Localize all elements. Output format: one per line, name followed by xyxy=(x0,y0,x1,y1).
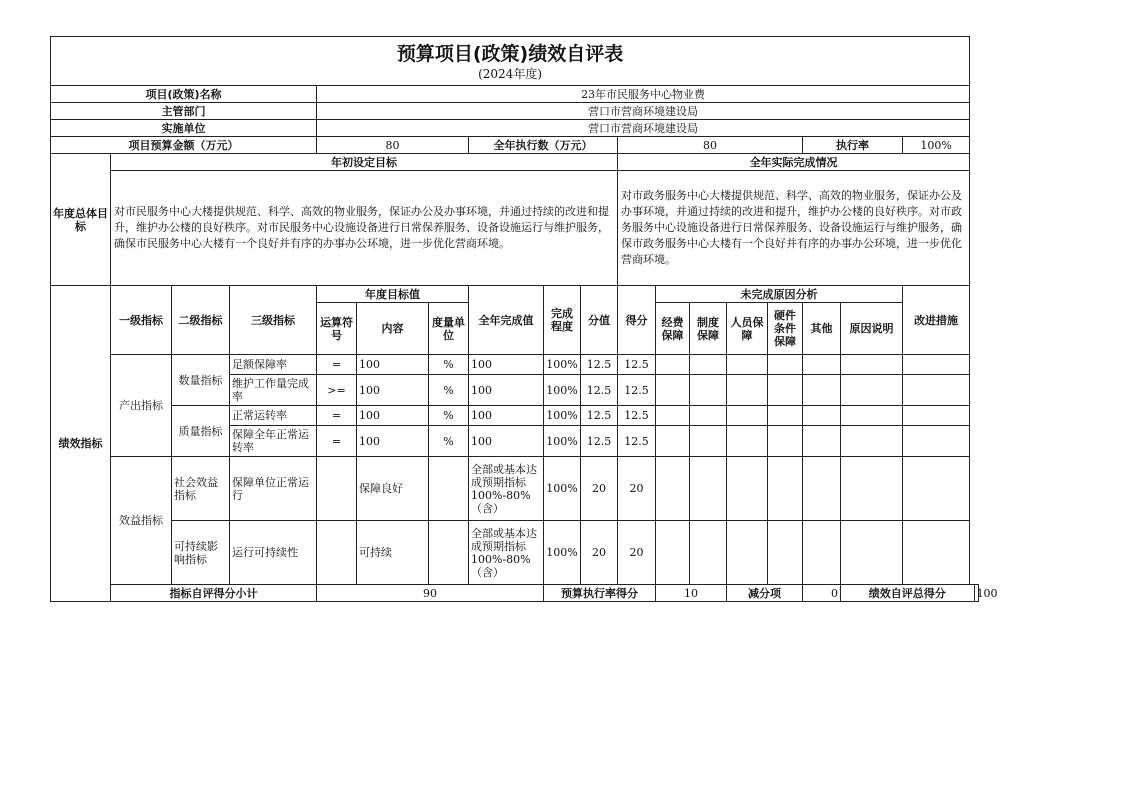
cell-score: 12.5 xyxy=(618,426,656,457)
cell-reason-funding xyxy=(656,457,690,521)
goals-text-row xyxy=(51,171,979,286)
cell-score-value: 12.5 xyxy=(581,426,618,457)
cell-unit xyxy=(429,457,469,521)
cell-improve xyxy=(903,521,970,585)
goals-actual-header: 全年实际完成情况 xyxy=(618,154,970,171)
hdr-improve: 改进措施 xyxy=(903,286,970,355)
cell-unit xyxy=(429,521,469,585)
exec-value: 80 xyxy=(618,137,803,154)
table-row xyxy=(51,355,979,375)
cell-reason-system xyxy=(690,426,727,457)
cell-operator: = xyxy=(317,406,357,426)
goals-header-row xyxy=(51,154,979,171)
rate-value: 100% xyxy=(903,137,970,154)
cell-unit: % xyxy=(429,406,469,426)
cell-reason-explain xyxy=(841,355,903,375)
cell-reason-staff xyxy=(727,521,768,585)
cell-reason-staff xyxy=(727,426,768,457)
footer-row xyxy=(51,585,979,602)
cell-content: 保障良好 xyxy=(357,457,429,521)
cell-reason-explain xyxy=(841,406,903,426)
deduct-label: 减分项 xyxy=(727,585,803,602)
cell-unit: % xyxy=(429,375,469,406)
subtotal-value: 90 xyxy=(317,585,544,602)
cell-content: 100 xyxy=(357,375,429,406)
table-row xyxy=(51,457,979,521)
cell-reason-other xyxy=(803,355,841,375)
table-row xyxy=(51,406,979,426)
cell-reason-other xyxy=(803,375,841,406)
cell-completion: 100% xyxy=(544,355,581,375)
hdr-reason-system: 制度保障 xyxy=(690,303,727,355)
hdr-actual: 全年完成值 xyxy=(469,286,544,355)
cell-level3: 正常运转率 xyxy=(230,406,317,426)
hdr-reason-explain: 原因说明 xyxy=(841,303,903,355)
cell-reason-system xyxy=(690,375,727,406)
cell-score: 12.5 xyxy=(618,375,656,406)
cell-operator: = xyxy=(317,426,357,457)
title-cell xyxy=(51,37,970,86)
cell-score-value: 20 xyxy=(581,521,618,585)
page-title: 预算项目(政策)绩效自评表 xyxy=(396,43,624,65)
cell-unit: % xyxy=(429,355,469,375)
cell-level3: 运行可持续性 xyxy=(230,521,317,585)
cell-reason-explain xyxy=(841,426,903,457)
cell-reason-funding xyxy=(656,375,690,406)
dept-row xyxy=(51,103,979,120)
exec-label: 全年执行数（万元） xyxy=(469,137,618,154)
cell-reason-funding xyxy=(656,521,690,585)
goals-section-label: 年度总体目标 xyxy=(51,154,111,286)
cell-reason-staff xyxy=(727,355,768,375)
cell-improve xyxy=(903,406,970,426)
cell-reason-other xyxy=(803,426,841,457)
hdr-unit: 度量单位 xyxy=(429,303,469,355)
table-row xyxy=(51,521,979,585)
hdr-content: 内容 xyxy=(357,303,429,355)
cell-actual: 全部或基本达成预期指标100%-80%（含） xyxy=(469,457,544,521)
cell-score: 12.5 xyxy=(618,355,656,375)
cell-reason-funding xyxy=(656,426,690,457)
cell-level3: 保障单位正常运行 xyxy=(230,457,317,521)
budget-label: 项目预算金额（万元） xyxy=(51,137,317,154)
cell-score: 20 xyxy=(618,521,656,585)
cell-reason-system xyxy=(690,355,727,375)
cell-improve xyxy=(903,375,970,406)
cell-operator: >= xyxy=(317,375,357,406)
hdr-level2: 二级指标 xyxy=(172,286,230,355)
dept-value: 营口市营商环境建设局 xyxy=(317,103,970,120)
cell-reason-explain xyxy=(841,375,903,406)
hdr-reason-analysis: 未完成原因分析 xyxy=(656,286,903,303)
cell-level3: 足额保障率 xyxy=(230,355,317,375)
cell-reason-funding xyxy=(656,406,690,426)
exec-score-label: 预算执行率得分 xyxy=(544,585,656,602)
goals-initial-text: 对市民服务中心大楼提供规范、科学、高效的物业服务，保证办公及办事环境，并通过持续的改进和提升，维护办公楼的良好秩序。对市民服务中心设施设备进行日常保养服务、设备设施运行与维护服务，确保市民服务中心大楼有一个良好并有序的办事办公环境，进一步优化营商环境。 xyxy=(111,171,618,286)
cell-reason-staff xyxy=(727,375,768,406)
cell-content: 可持续 xyxy=(357,521,429,585)
group-sustain: 可持续影响指标 xyxy=(172,521,230,585)
cell-level3: 维护工作量完成率 xyxy=(230,375,317,406)
unit-label: 实施单位 xyxy=(51,120,317,137)
cell-improve xyxy=(903,355,970,375)
perf-section-label: 绩效指标 xyxy=(51,286,111,602)
cell-reason-other xyxy=(803,521,841,585)
group-output: 产出指标 xyxy=(111,355,172,457)
cell-unit: % xyxy=(429,426,469,457)
cell-operator xyxy=(317,521,357,585)
exec-score-value: 10 xyxy=(656,585,727,602)
hdr-level1: 一级指标 xyxy=(111,286,172,355)
total-value: 100 xyxy=(974,585,978,602)
cell-improve xyxy=(903,457,970,521)
cell-content: 100 xyxy=(357,426,429,457)
cell-content: 100 xyxy=(357,406,429,426)
cell-reason-system xyxy=(690,521,727,585)
hdr-reason-other: 其他 xyxy=(803,303,841,355)
cell-reason-explain xyxy=(841,457,903,521)
cell-reason-system xyxy=(690,457,727,521)
cell-actual: 100 xyxy=(469,375,544,406)
cell-score: 12.5 xyxy=(618,406,656,426)
unit-row xyxy=(51,120,979,137)
total-label: 绩效自评总得分 xyxy=(841,585,975,602)
cell-level3: 保障全年正常运转率 xyxy=(230,426,317,457)
cell-reason-hardware xyxy=(768,521,803,585)
page-subtitle: (2024年度) xyxy=(478,67,543,81)
evaluation-sheet xyxy=(50,36,998,602)
cell-completion: 100% xyxy=(544,457,581,521)
unit-value: 营口市营商环境建设局 xyxy=(317,120,970,137)
cell-reason-other xyxy=(803,457,841,521)
goals-initial-header: 年初设定目标 xyxy=(111,154,618,171)
hdr-score: 得分 xyxy=(618,286,656,355)
cell-score: 20 xyxy=(618,457,656,521)
cell-reason-explain xyxy=(841,521,903,585)
budget-value: 80 xyxy=(317,137,469,154)
cell-content: 100 xyxy=(357,355,429,375)
cell-completion: 100% xyxy=(544,375,581,406)
goals-actual-text: 对市政务服务中心大楼提供规范、科学、高效的物业服务，保证办公及办事环境，并通过持续的改进和提升，维护办公楼的良好秩序。对市政务服务中心设施设备进行日常保养服务、设备设施运行与维护服务，确保市政务服务中心大楼有一个良好并有序的办事办公环境，进一步优化营商环境。 xyxy=(618,171,970,286)
cell-reason-other xyxy=(803,406,841,426)
hdr-reason-staff: 人员保障 xyxy=(727,303,768,355)
dept-label: 主管部门 xyxy=(51,103,317,120)
hdr-level3: 三级指标 xyxy=(230,286,317,355)
project-name-value: 23年市民服务中心物业费 xyxy=(317,86,970,103)
hdr-completion: 完成程度 xyxy=(544,286,581,355)
cell-reason-hardware xyxy=(768,355,803,375)
cell-reason-staff xyxy=(727,457,768,521)
hdr-score-value: 分值 xyxy=(581,286,618,355)
project-name-label: 项目(政策)名称 xyxy=(51,86,317,103)
cell-reason-hardware xyxy=(768,375,803,406)
cell-reason-hardware xyxy=(768,426,803,457)
cell-actual: 100 xyxy=(469,406,544,426)
evaluation-table xyxy=(50,36,998,602)
cell-reason-system xyxy=(690,406,727,426)
cell-actual: 100 xyxy=(469,355,544,375)
cell-completion: 100% xyxy=(544,406,581,426)
cell-completion: 100% xyxy=(544,521,581,585)
cell-score-value: 12.5 xyxy=(581,406,618,426)
cell-operator xyxy=(317,457,357,521)
deduct-value: 0 xyxy=(803,585,841,602)
hdr-operator: 运算符号 xyxy=(317,303,357,355)
cell-reason-staff xyxy=(727,406,768,426)
cell-actual: 全部或基本达成预期指标100%-80%（含） xyxy=(469,521,544,585)
project-name-row xyxy=(51,86,979,103)
cell-reason-hardware xyxy=(768,457,803,521)
cell-reason-funding xyxy=(656,355,690,375)
hdr-reason-hardware: 硬件条件保障 xyxy=(768,303,803,355)
cell-operator: = xyxy=(317,355,357,375)
cell-actual: 100 xyxy=(469,426,544,457)
cell-reason-hardware xyxy=(768,406,803,426)
hdr-annual-target: 年度目标值 xyxy=(317,286,469,303)
cell-score-value: 12.5 xyxy=(581,375,618,406)
group-social: 社会效益指标 xyxy=(172,457,230,521)
perf-header-row-1 xyxy=(51,286,979,303)
budget-row xyxy=(51,137,979,154)
group-quality: 质量指标 xyxy=(172,406,230,457)
subtotal-label: 指标自评得分小计 xyxy=(111,585,317,602)
cell-score-value: 20 xyxy=(581,457,618,521)
cell-improve xyxy=(903,426,970,457)
cell-completion: 100% xyxy=(544,426,581,457)
group-benefit: 效益指标 xyxy=(111,457,172,585)
cell-score-value: 12.5 xyxy=(581,355,618,375)
hdr-reason-funding: 经费保障 xyxy=(656,303,690,355)
rate-label: 执行率 xyxy=(803,137,903,154)
group-quantity: 数量指标 xyxy=(172,355,230,406)
